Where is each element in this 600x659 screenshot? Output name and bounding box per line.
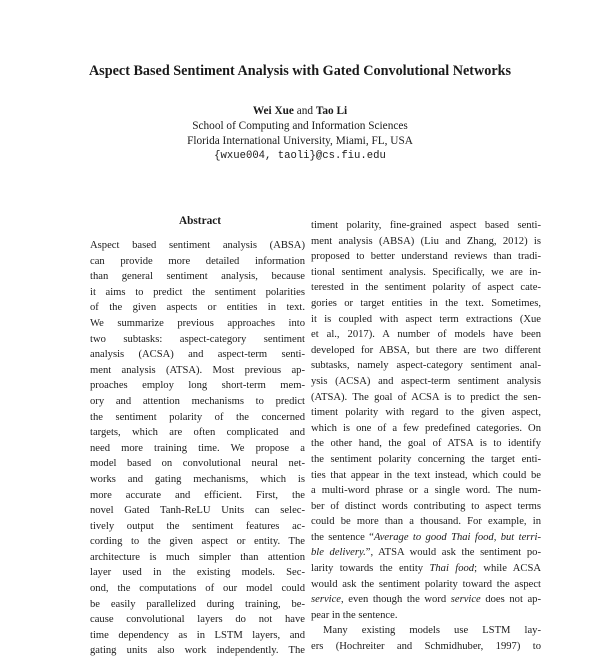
abstract-heading: Abstract: [178, 215, 222, 227]
text-line: ond, the computations of our model could: [90, 583, 305, 595]
author-conjunction: and: [293, 105, 316, 117]
text-line: gories or target entities in the text. Sometimes,: [311, 297, 541, 309]
text-line: service, even though the word service does not ap-: [311, 594, 542, 606]
text-line: of the given aspects or entities in text.: [90, 302, 305, 314]
text-line: ers (Hochreiter and Schmidhuber, 1997) to: [311, 641, 541, 653]
text-line: Aspect based sentiment analysis (ABSA): [90, 240, 305, 251]
text-line: model based on convolutional neural net-: [90, 458, 305, 470]
text-line: which is one of a few predefined categories. On: [311, 422, 541, 434]
text-line: the sentiment polarity of the concerned: [90, 411, 305, 423]
text-line: layer used in the existing models. Sec-: [90, 567, 305, 579]
text-line: terested in the sentiment polarity of aspect cate-: [311, 282, 541, 294]
text-line: ysis (ACSA) and aspect-term sentiment analysis: [311, 375, 541, 387]
affiliation: School of Computing and Information Sciences: [192, 120, 408, 132]
author-1: Wei Xue: [252, 105, 294, 117]
introduction-column: [311, 218, 541, 655]
text-line: cording to the given aspect or entity. The: [90, 536, 305, 548]
text-line: Many existing models use LSTM lay-: [323, 625, 541, 637]
text-line: would ask the sentiment polarity toward the aspect: [311, 578, 541, 590]
text-line: could be more than a thousand. For example, in: [311, 516, 541, 528]
text-line: subtasks, namely aspect-category sentiment anal-: [311, 360, 541, 372]
text-line: ory and attention mechanisms to predict: [90, 395, 305, 407]
text-line: ties that appear in the text instead, which could be: [311, 469, 541, 481]
text-line: et al., 2017). A number of models have been: [311, 329, 541, 341]
text-line: be easily parallelized during training, be-: [90, 598, 305, 610]
abstract-column: [90, 238, 305, 659]
text-line: can provide more detailed information: [90, 255, 305, 267]
text-line: it aims to predict the sentiment polarities: [90, 286, 305, 298]
text-line: targets, which are often complicated and: [90, 427, 305, 439]
text-line: novel Gated Tanh-ReLU Units can selec-: [90, 505, 305, 517]
text-line: the other hand, the goal of ATSA is to identify: [311, 438, 541, 450]
text-line: ment analysis (ATSA). Most previous ap-: [90, 364, 305, 376]
text-line: proaches employ long short-term mem-: [90, 380, 305, 392]
text-line: ment analysis (ABSA) (Liu and Zhang, 2012) is: [311, 235, 541, 247]
institution: Florida International University, Miami, FL, USA: [187, 135, 413, 147]
text-line: larity towards the entity Thai food; while ACSA: [311, 563, 541, 575]
text-line: works and gating mechanisms, which is: [90, 473, 305, 485]
text-line: developed for ABSA, but there are two different: [311, 344, 541, 356]
text-line: cause convolutional layers do not have: [90, 614, 305, 626]
author-emails: {wxue004, taoli}@cs.fiu.edu: [214, 150, 386, 162]
text-line: architecture is much simpler than attention: [90, 551, 305, 563]
text-line: need more training time. We propose a: [90, 442, 305, 454]
text-line: analysis (ACSA) and aspect-term senti-: [90, 349, 305, 361]
author-2: Tao Li: [315, 105, 348, 117]
text-line: timent polarity, fine-grained aspect based senti-: [311, 220, 541, 231]
text-line: We summarize previous approaches into: [90, 317, 305, 329]
author-block: [0, 104, 600, 164]
text-line: time dependency as in LSTM layers, and: [90, 629, 305, 641]
text-line: tively output the sentiment features ac-: [90, 520, 305, 532]
text-line: more accurate and efficient. First, the: [90, 489, 305, 501]
text-line: ble delivery.”, ATSA would ask the sentiment po-: [311, 547, 541, 559]
text-line: ber of distinct words contributing to aspect terms: [311, 500, 541, 512]
text-line: it is coupled with aspect term extractions (Xue: [311, 313, 541, 325]
author-names: [0, 104, 600, 119]
text-line: gating units also work independently. The: [90, 645, 305, 657]
text-line: proposed to better understand reviews than tradi-: [311, 251, 541, 263]
paper-title: Aspect Based Sentiment Analysis with Gated Convolutional Networks: [88, 63, 512, 79]
text-line: a multi-word phrase or a single word. The num-: [311, 485, 541, 497]
text-line: timent polarity with regard to the given aspect,: [311, 407, 541, 419]
text-line: (ATSA). The goal of ACSA is to predict the sen-: [311, 391, 541, 403]
text-line: the sentence “Average to good Thai food, but terri-: [311, 531, 541, 543]
text-line: the sentiment polarity concerning the target enti-: [311, 453, 541, 465]
text-line: two subtasks: aspect-category sentiment: [90, 333, 305, 345]
text-line: tional sentiment analysis. Specifically, we are in-: [311, 266, 541, 278]
text-line: than general sentiment analysis, because: [90, 271, 305, 283]
text-line: pear in the sentence.: [311, 609, 398, 621]
